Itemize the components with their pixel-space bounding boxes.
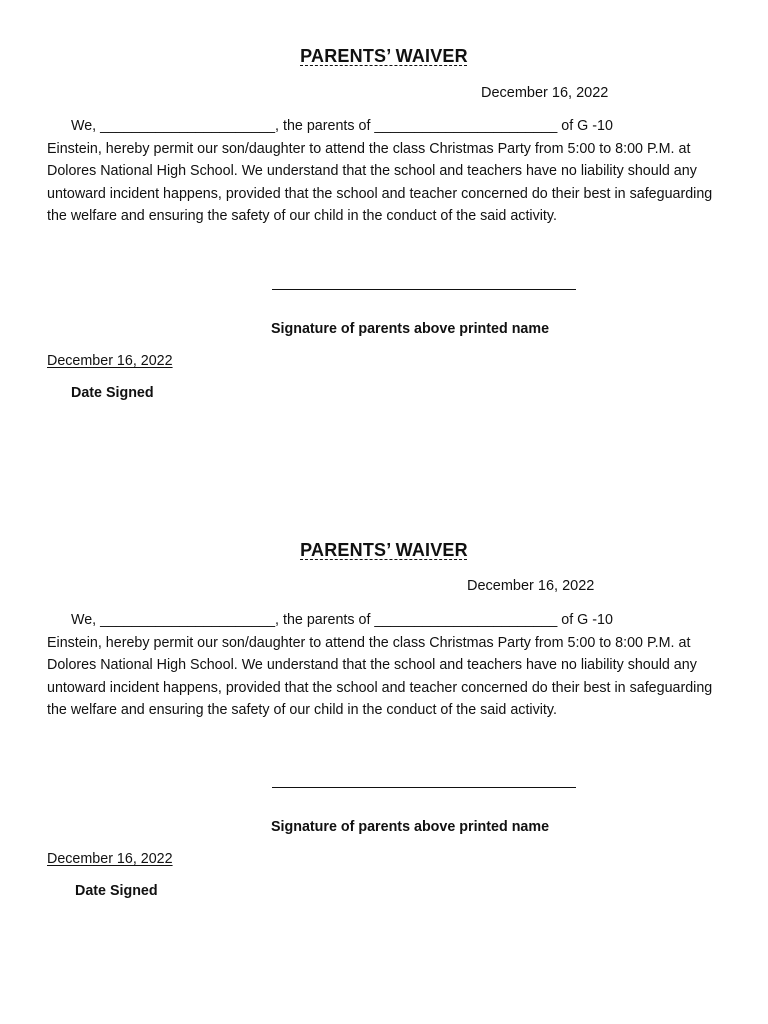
form-title: PARENTS’ WAIVER xyxy=(300,46,468,66)
signature-label: Signature of parents above printed name xyxy=(271,321,550,337)
form-date: December 16, 2022 xyxy=(481,85,609,101)
date-signed-label: Date Signed xyxy=(71,385,154,401)
waiver-body-text: Einstein, hereby permit our son/daughter to attend the class Christmas Party from 5:00 to 8:00 P.M. at Dolores National High School. We understand that the school and teachers have no liability should any untoward incident happens, provided that the school and teacher concerned do their best in safeguarding the welfare and ensuring the safety of our child in the conduct of the said activity. xyxy=(47,634,713,718)
date-signed-label: Date Signed xyxy=(75,883,158,899)
waiver-body-first-line: We, ______________________, the parents of _______________________ of G -10 xyxy=(71,118,613,134)
waiver-form-1 xyxy=(0,0,768,460)
signature-line[interactable] xyxy=(272,289,576,290)
date-signed-value: December 16, 2022 xyxy=(47,851,173,867)
form-date: December 16, 2022 xyxy=(467,578,595,594)
signature-line[interactable] xyxy=(272,787,576,788)
date-signed-value: December 16, 2022 xyxy=(47,353,173,369)
waiver-body-text: Einstein, hereby permit our son/daughter to attend the class Christmas Party from 5:00 to 8:00 P.M. at Dolores National High School. We understand that the school and teachers have no liability should any untoward incident happens, provided that the school and teacher concerned do their best in safeguarding the welfare and ensuring the safety of our child in the conduct of the said activity. xyxy=(47,140,713,224)
form-title: PARENTS’ WAIVER xyxy=(300,540,468,560)
waiver-body-first-line: We, ______________________, the parents of _______________________ of G -10 xyxy=(71,612,613,628)
waiver-body xyxy=(47,115,719,228)
signature-label: Signature of parents above printed name xyxy=(271,819,550,835)
waiver-form-2 xyxy=(0,494,768,954)
waiver-body xyxy=(47,609,719,722)
